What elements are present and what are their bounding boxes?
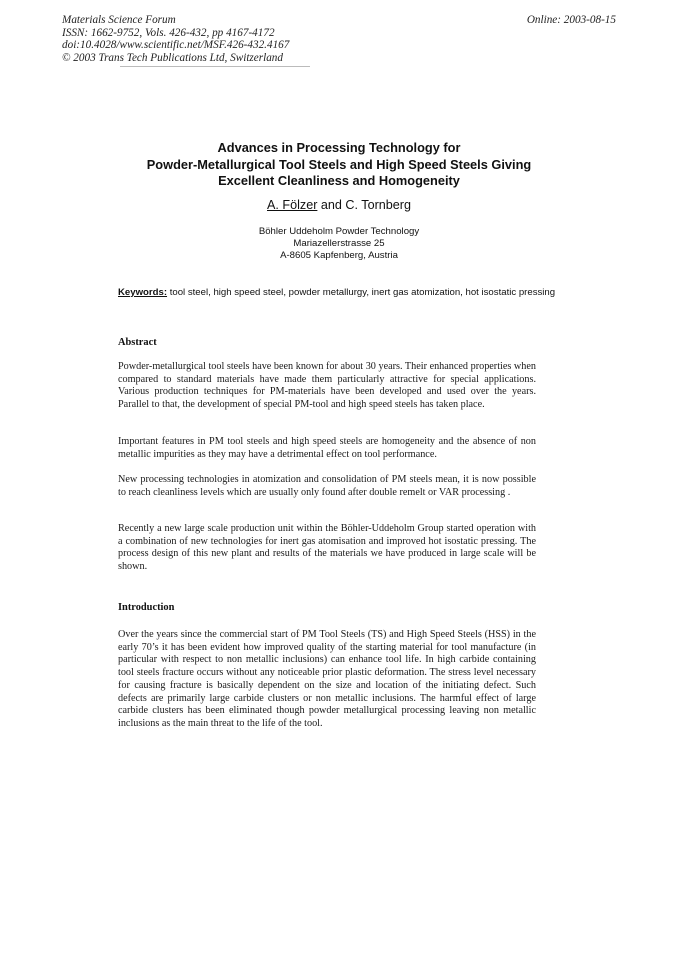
keywords — [118, 287, 558, 299]
title-line: Powder-Metallurgical Tool Steels and High Speed Steels Giving — [146, 156, 532, 172]
issn-line: ISSN: 1662-9752, Vols. 426-432, pp 4167-4172 — [62, 26, 275, 39]
header-divider — [120, 66, 310, 67]
title-line: Advances in Processing Technology for — [217, 140, 461, 155]
introduction-heading: Introduction — [118, 602, 175, 613]
keywords-label: Keywords: — [118, 287, 168, 298]
author-connector: and — [317, 198, 346, 212]
title-line: Excellent Cleanliness and Homogeneity — [218, 173, 460, 188]
affiliation-line: Böhler Uddeholm Powder Technology — [258, 226, 420, 237]
copyright-line: © 2003 Trans Tech Publications Ltd, Switzerland — [62, 51, 283, 64]
abstract-heading: Abstract — [118, 337, 157, 348]
affiliation-line: Mariazellerstrasse 25 — [293, 237, 385, 249]
affiliation-line: A-8605 Kapfenberg, Austria — [280, 249, 398, 261]
journal-name: Materials Science Forum — [62, 14, 176, 26]
abstract-paragraph: New processing technologies in atomization and consolidation of PM steels mean, it is now possible to reach cleanliness levels which are usually only found after double remelt or VAR processing . — [118, 474, 536, 498]
keywords-text: tool steel, high speed steel, powder metallurgy, inert gas atomization, hot isostatic pressing — [167, 287, 556, 298]
paper-title — [80, 140, 598, 190]
online-date: Online: 2003-08-15 — [526, 14, 616, 26]
author-second: C. Tornberg — [345, 198, 411, 212]
doi-line: doi:10.4028/www.scientific.net/MSF.426-432.4167 — [62, 39, 290, 52]
abstract-paragraph: Powder-metallurgical tool steels have been known for about 30 years. Their enhanced properties when compared to standard materials have made them particularly attractive for special applications. Various production techniques for PM-materials have been developed and used over the years. Parallel to that, the development of special PM-tool and high speed steels has taken place. — [118, 361, 536, 411]
journal-header — [62, 14, 289, 64]
affiliation — [80, 226, 598, 261]
author-first: A. Fölzer — [267, 198, 318, 212]
introduction-paragraph: Over the years since the commercial start of PM Tool Steels (TS) and High Speed Steels (HSS) in the early 70’s it has been evident how improved quality of the starting material for tool manufacture (in particular with respect to non metallic inclusions) can enhance tool life. In high carbide containing tool steels fracture occurs without any noticeable prior plastic deformation. The stress level necessary for causing fracture is basically dependent on the size and location of the initiating defect. Such defects are primarily large carbide clusters or non metallic inclusions. The harmful effect of large carbide clusters has been eliminated though powder metallurgical processing leaving non metallic inclusions as the main threat to the life of the tool. — [118, 629, 536, 729]
authors — [80, 198, 598, 213]
abstract-paragraph: Important features in PM tool steels and high speed steels are homogeneity and the absence of non metallic impurities as they may have a detrimental effect on tool performance. — [118, 436, 536, 460]
abstract-paragraph: Recently a new large scale production unit within the Böhler-Uddeholm Group started operation with a combination of new technologies for inert gas atomisation and improved hot isostatic pressing. The process design of this new plant and results of the materials we have produced in large scale will be shown. — [118, 523, 536, 573]
